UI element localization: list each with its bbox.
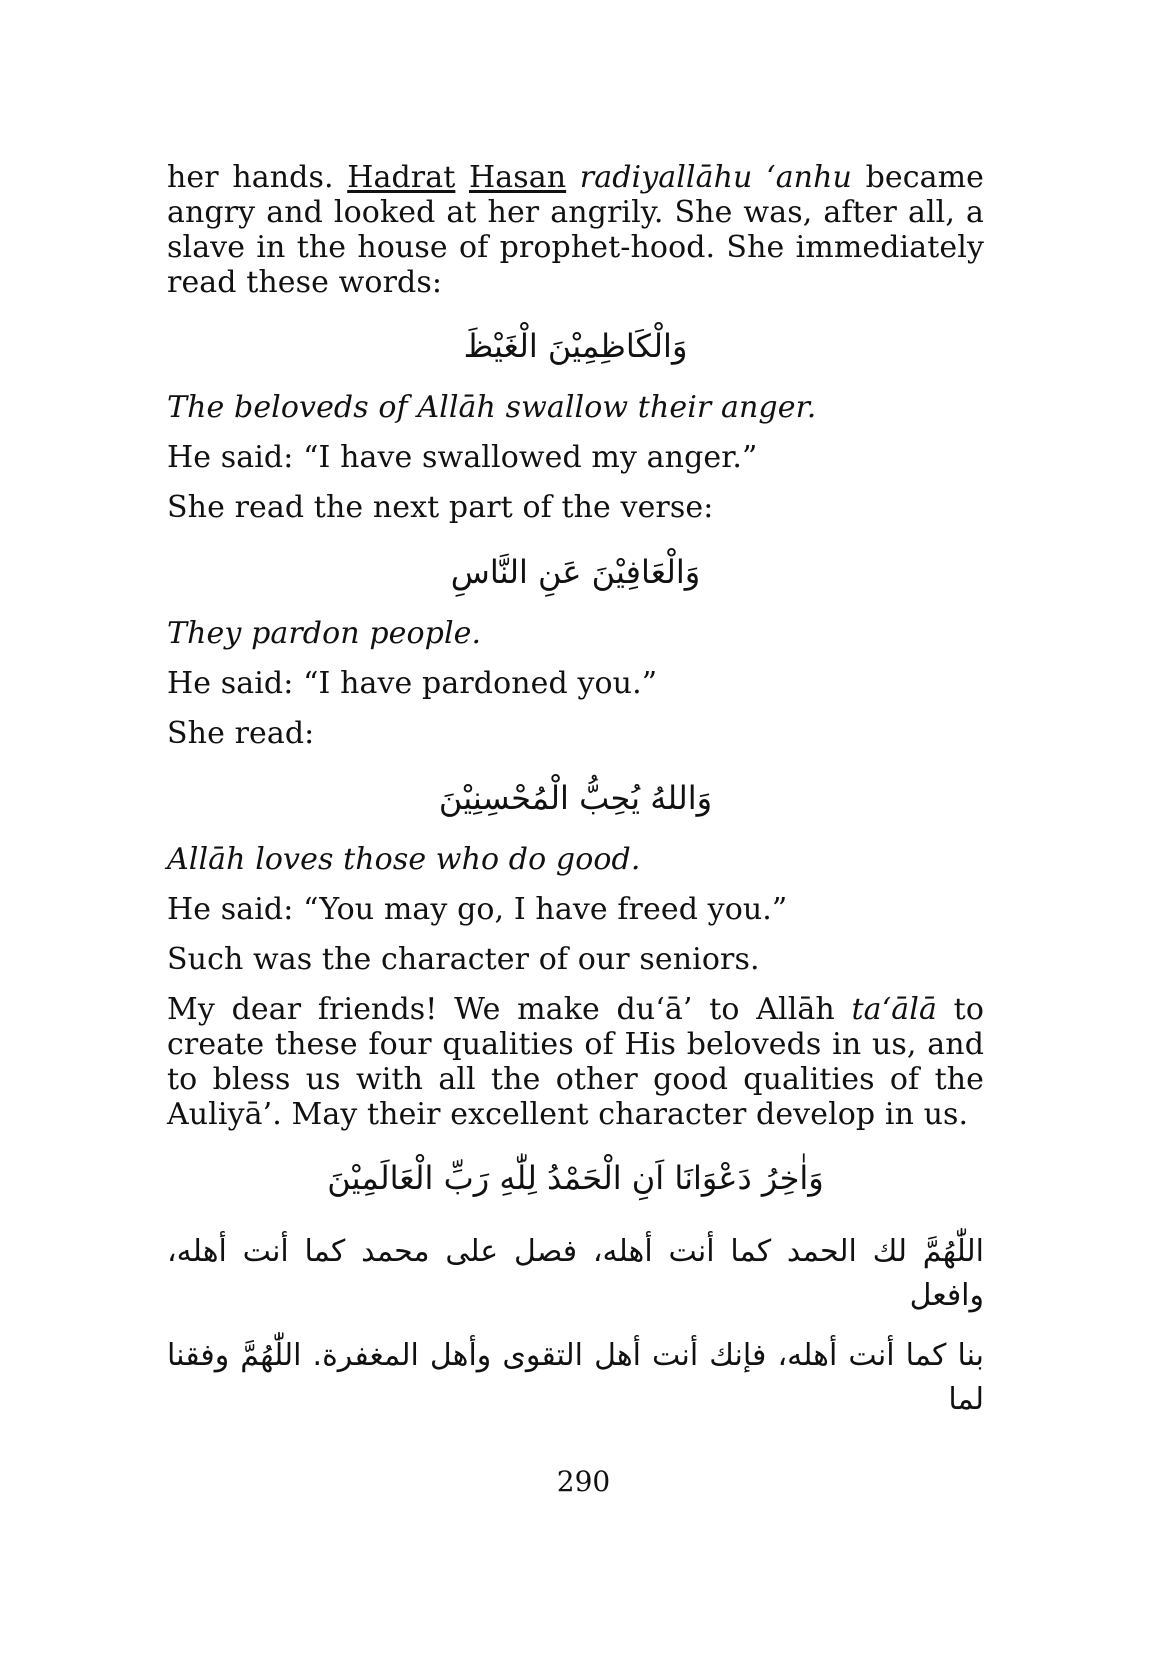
page-body [167, 160, 984, 1422]
text-segment [455, 160, 469, 195]
text-segment: My dear friends! We make du‘ā’ to Allāh [167, 992, 852, 1027]
verse-2-translation: They pardon people. [167, 616, 482, 651]
dialogue-line-5: He said: “You may go, I have freed you.” [167, 892, 788, 927]
verse-1-translation: The beloveds of Allāh swallow their anger. [167, 390, 817, 425]
honorific-taala: ta‘ālā [851, 992, 937, 1027]
dua-line-1: اللّٰهُمَّ لك الحمد كما أنت أهله، فصل على محمد كما أنت أهله، وافعل [167, 1234, 984, 1313]
verse-2-arabic: وَالْعَافِيْنَ عَنِ النَّاسِ [450, 553, 701, 591]
narration-line-6: Such was the character of our seniors. [167, 942, 760, 977]
dialogue-line-1: He said: “I have swallowed my anger.” [167, 440, 758, 475]
dua-line-2: بنا كما أنت أهله، فإنك أنت أهل التقوى وأهل المغفرة. اللّٰهُمَّ وفقنا لما [167, 1338, 984, 1417]
verse-3-translation: Allāh loves those who do good. [167, 842, 641, 877]
text-segment [566, 160, 580, 195]
honorific: radiyallāhu ‘anhu [579, 160, 852, 195]
verse-1-arabic: وَالْكَاظِمِيْنَ الْغَيْظَ [463, 327, 688, 365]
name-hasan: Hasan [468, 160, 567, 195]
paragraph-opening [167, 160, 984, 300]
page-number: 290 [556, 1465, 611, 1498]
text-segment: to create these four qualities of His beloveds in us, and to bless us with all the other good qualities of the Auliyā’. May their excellent character develop in us. [167, 992, 984, 1132]
name-hadrat: Hadrat [347, 160, 456, 195]
narration-line-4: She read: [167, 716, 315, 751]
paragraph-closing [167, 992, 984, 1132]
closing-arabic: وَاٰخِرُ دَعْوَانَا اَنِ الْحَمْدُ لِلّٰهِ رَبِّ الْعَالَمِيْنَ [327, 1159, 824, 1197]
verse-3-arabic: وَاللهُ يُحِبُّ الْمُحْسِنِيْنَ [438, 779, 713, 817]
text-segment: her hands. [167, 160, 348, 195]
narration-line-2: She read the next part of the verse: [167, 490, 714, 525]
text-segment: became angry and looked at her angrily. She was, after all, a slave in the house of prophet-hood. She immediately read these words: [167, 160, 985, 300]
dialogue-line-3: He said: “I have pardoned you.” [167, 666, 658, 701]
